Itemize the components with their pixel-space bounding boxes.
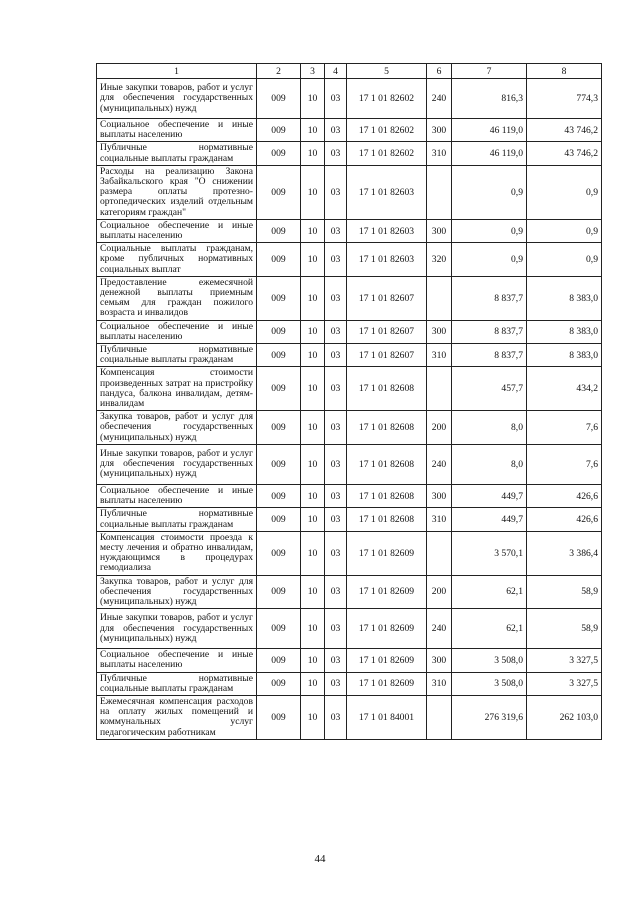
ministry-code-cell: 009 [257, 79, 301, 119]
table-row [97, 484, 602, 507]
amount-cell-2: 262 103,0 [527, 695, 602, 739]
section-cell: 10 [301, 219, 325, 242]
section-cell: 10 [301, 484, 325, 507]
subsection-cell: 03 [325, 79, 347, 119]
subsection-cell: 03 [325, 672, 347, 695]
header-cell: 5 [347, 64, 427, 79]
description-cell: Публичные нормативные социальные выплаты гражданам [97, 344, 257, 367]
budget-table [96, 63, 602, 740]
amount-cell-2: 0,9 [527, 219, 602, 242]
table-row [97, 79, 602, 119]
description-cell: Публичные нормативные социальные выплаты гражданам [97, 672, 257, 695]
subsection-cell: 03 [325, 165, 347, 219]
target-article-cell: 17 1 01 82609 [347, 575, 427, 609]
subsection-cell: 03 [325, 142, 347, 165]
subsection-cell: 03 [325, 508, 347, 531]
table-row [97, 411, 602, 445]
ministry-code-cell: 009 [257, 219, 301, 242]
subsection-cell: 03 [325, 276, 347, 320]
amount-cell-2: 43 746,2 [527, 142, 602, 165]
table-row [97, 508, 602, 531]
description-cell: Расходы на реализацию Закона Забайкальского края "О снижении размера оплаты протезно-ортопедических изделий отдельным категориям граждан" [97, 165, 257, 219]
subsection-cell: 03 [325, 531, 347, 575]
header-cell: 2 [257, 64, 301, 79]
amount-cell-2: 3 386,4 [527, 531, 602, 575]
subsection-cell: 03 [325, 411, 347, 445]
ministry-code-cell: 009 [257, 695, 301, 739]
expense-type-cell [427, 531, 452, 575]
description-cell: Социальное обеспечение и иные выплаты населению [97, 119, 257, 142]
description-cell: Социальное обеспечение и иные выплаты населению [97, 320, 257, 343]
ministry-code-cell: 009 [257, 119, 301, 142]
target-article-cell: 17 1 01 82608 [347, 444, 427, 484]
header-cell: 4 [325, 64, 347, 79]
section-cell: 10 [301, 609, 325, 649]
amount-cell-1: 3 570,1 [452, 531, 527, 575]
table-row [97, 672, 602, 695]
ministry-code-cell: 009 [257, 484, 301, 507]
target-article-cell: 17 1 01 82608 [347, 508, 427, 531]
ministry-code-cell: 009 [257, 276, 301, 320]
amount-cell-1: 8,0 [452, 444, 527, 484]
amount-cell-1: 0,9 [452, 219, 527, 242]
subsection-cell: 03 [325, 484, 347, 507]
table-row [97, 531, 602, 575]
description-cell: Компенсация стоимости проезда к месту лечения и обратно инвалидам, нуждающимся в процедурах гемодиализа [97, 531, 257, 575]
section-cell: 10 [301, 531, 325, 575]
section-cell: 10 [301, 649, 325, 672]
section-cell: 10 [301, 444, 325, 484]
target-article-cell: 17 1 01 82609 [347, 672, 427, 695]
description-cell: Закупка товаров, работ и услуг для обеспечения государственных (муниципальных) нужд [97, 575, 257, 609]
amount-cell-2: 426,6 [527, 508, 602, 531]
target-article-cell: 17 1 01 82608 [347, 367, 427, 411]
expense-type-cell [427, 367, 452, 411]
header-cell: 6 [427, 64, 452, 79]
ministry-code-cell: 009 [257, 411, 301, 445]
amount-cell-2: 0,9 [527, 165, 602, 219]
table-row [97, 575, 602, 609]
expense-type-cell: 300 [427, 484, 452, 507]
ministry-code-cell: 009 [257, 649, 301, 672]
header-cell: 7 [452, 64, 527, 79]
target-article-cell: 17 1 01 82607 [347, 344, 427, 367]
amount-cell-2: 7,6 [527, 411, 602, 445]
ministry-code-cell: 009 [257, 320, 301, 343]
description-cell: Компенсация стоимости произведенных затрат на пристройку пандуса, балкона инвалидам, детям-инвалидам [97, 367, 257, 411]
section-cell: 10 [301, 320, 325, 343]
expense-type-cell: 240 [427, 609, 452, 649]
ministry-code-cell: 009 [257, 344, 301, 367]
expense-type-cell: 310 [427, 672, 452, 695]
expense-type-cell: 240 [427, 444, 452, 484]
expense-type-cell: 300 [427, 219, 452, 242]
amount-cell-2: 7,6 [527, 444, 602, 484]
expense-type-cell: 310 [427, 508, 452, 531]
amount-cell-1: 449,7 [452, 508, 527, 531]
header-cell: 1 [97, 64, 257, 79]
amount-cell-1: 8 837,7 [452, 276, 527, 320]
expense-type-cell: 200 [427, 411, 452, 445]
amount-cell-1: 3 508,0 [452, 672, 527, 695]
target-article-cell: 17 1 01 82602 [347, 119, 427, 142]
amount-cell-1: 0,9 [452, 165, 527, 219]
subsection-cell: 03 [325, 320, 347, 343]
section-cell: 10 [301, 367, 325, 411]
amount-cell-2: 0,9 [527, 243, 602, 277]
amount-cell-1: 3 508,0 [452, 649, 527, 672]
amount-cell-1: 816,3 [452, 79, 527, 119]
page-number: 44 [314, 853, 326, 865]
subsection-cell: 03 [325, 243, 347, 277]
table-row [97, 609, 602, 649]
description-cell: Публичные нормативные социальные выплаты гражданам [97, 142, 257, 165]
section-cell: 10 [301, 344, 325, 367]
description-cell: Социальное обеспечение и иные выплаты населению [97, 219, 257, 242]
amount-cell-1: 457,7 [452, 367, 527, 411]
target-article-cell: 17 1 01 82608 [347, 484, 427, 507]
subsection-cell: 03 [325, 219, 347, 242]
table-row [97, 444, 602, 484]
table-row [97, 243, 602, 277]
table-row [97, 344, 602, 367]
target-article-cell: 17 1 01 82609 [347, 649, 427, 672]
ministry-code-cell: 009 [257, 508, 301, 531]
amount-cell-2: 8 383,0 [527, 320, 602, 343]
table-row [97, 320, 602, 343]
target-article-cell: 17 1 01 82603 [347, 219, 427, 242]
subsection-cell: 03 [325, 649, 347, 672]
table-row [97, 165, 602, 219]
subsection-cell: 03 [325, 695, 347, 739]
ministry-code-cell: 009 [257, 672, 301, 695]
target-article-cell: 17 1 01 82607 [347, 276, 427, 320]
description-cell: Иные закупки товаров, работ и услуг для обеспечения государственных (муниципальных) нужд [97, 609, 257, 649]
subsection-cell: 03 [325, 367, 347, 411]
amount-cell-1: 0,9 [452, 243, 527, 277]
ministry-code-cell: 009 [257, 609, 301, 649]
amount-cell-1: 46 119,0 [452, 119, 527, 142]
amount-cell-1: 449,7 [452, 484, 527, 507]
description-cell: Социальное обеспечение и иные выплаты населению [97, 649, 257, 672]
target-article-cell: 17 1 01 82609 [347, 609, 427, 649]
ministry-code-cell: 009 [257, 142, 301, 165]
expense-type-cell [427, 695, 452, 739]
ministry-code-cell: 009 [257, 444, 301, 484]
table-row [97, 276, 602, 320]
ministry-code-cell: 009 [257, 531, 301, 575]
amount-cell-2: 426,6 [527, 484, 602, 507]
section-cell: 10 [301, 508, 325, 531]
expense-type-cell: 300 [427, 320, 452, 343]
header-cell: 8 [527, 64, 602, 79]
table-row [97, 219, 602, 242]
description-cell: Иные закупки товаров, работ и услуг для обеспечения государственных (муниципальных) нужд [97, 79, 257, 119]
expense-type-cell: 300 [427, 119, 452, 142]
table-row [97, 649, 602, 672]
subsection-cell: 03 [325, 575, 347, 609]
amount-cell-1: 46 119,0 [452, 142, 527, 165]
header-cell: 3 [301, 64, 325, 79]
amount-cell-1: 276 319,6 [452, 695, 527, 739]
expense-type-cell: 300 [427, 649, 452, 672]
target-article-cell: 17 1 01 82609 [347, 531, 427, 575]
section-cell: 10 [301, 695, 325, 739]
target-article-cell: 17 1 01 82602 [347, 79, 427, 119]
subsection-cell: 03 [325, 119, 347, 142]
description-cell: Иные закупки товаров, работ и услуг для обеспечения государственных (муниципальных) нужд [97, 444, 257, 484]
section-cell: 10 [301, 575, 325, 609]
table-row [97, 695, 602, 739]
subsection-cell: 03 [325, 444, 347, 484]
description-cell: Социальные выплаты гражданам, кроме публичных нормативных социальных выплат [97, 243, 257, 277]
table-row [97, 119, 602, 142]
description-cell: Ежемесячная компенсация расходов на оплату жилых помещений и коммунальных услуг педагогическим работникам [97, 695, 257, 739]
amount-cell-1: 62,1 [452, 609, 527, 649]
ministry-code-cell: 009 [257, 367, 301, 411]
target-article-cell: 17 1 01 82608 [347, 411, 427, 445]
section-cell: 10 [301, 79, 325, 119]
expense-type-cell: 310 [427, 142, 452, 165]
section-cell: 10 [301, 276, 325, 320]
expense-type-cell: 320 [427, 243, 452, 277]
section-cell: 10 [301, 672, 325, 695]
expense-type-cell: 240 [427, 79, 452, 119]
ministry-code-cell: 009 [257, 243, 301, 277]
description-cell: Публичные нормативные социальные выплаты гражданам [97, 508, 257, 531]
amount-cell-2: 774,3 [527, 79, 602, 119]
table-row [97, 367, 602, 411]
amount-cell-2: 3 327,5 [527, 672, 602, 695]
target-article-cell: 17 1 01 84001 [347, 695, 427, 739]
ministry-code-cell: 009 [257, 575, 301, 609]
target-article-cell: 17 1 01 82603 [347, 243, 427, 277]
amount-cell-2: 58,9 [527, 609, 602, 649]
target-article-cell: 17 1 01 82607 [347, 320, 427, 343]
amount-cell-2: 58,9 [527, 575, 602, 609]
amount-cell-2: 434,2 [527, 367, 602, 411]
amount-cell-2: 8 383,0 [527, 344, 602, 367]
subsection-cell: 03 [325, 344, 347, 367]
expense-type-cell [427, 276, 452, 320]
amount-cell-1: 8 837,7 [452, 344, 527, 367]
table-row [97, 142, 602, 165]
target-article-cell: 17 1 01 82602 [347, 142, 427, 165]
section-cell: 10 [301, 243, 325, 277]
amount-cell-1: 62,1 [452, 575, 527, 609]
target-article-cell: 17 1 01 82603 [347, 165, 427, 219]
expense-type-cell: 200 [427, 575, 452, 609]
description-cell: Социальное обеспечение и иные выплаты населению [97, 484, 257, 507]
amount-cell-2: 3 327,5 [527, 649, 602, 672]
expense-type-cell: 310 [427, 344, 452, 367]
description-cell: Предоставление ежемесячной денежной выплаты приемным семьям для граждан пожилого возраста и инвалидов [97, 276, 257, 320]
header-row [97, 64, 602, 79]
ministry-code-cell: 009 [257, 165, 301, 219]
amount-cell-1: 8 837,7 [452, 320, 527, 343]
expense-type-cell [427, 165, 452, 219]
section-cell: 10 [301, 165, 325, 219]
amount-cell-1: 8,0 [452, 411, 527, 445]
description-cell: Закупка товаров, работ и услуг для обеспечения государственных (муниципальных) нужд [97, 411, 257, 445]
section-cell: 10 [301, 119, 325, 142]
section-cell: 10 [301, 411, 325, 445]
amount-cell-2: 43 746,2 [527, 119, 602, 142]
amount-cell-2: 8 383,0 [527, 276, 602, 320]
subsection-cell: 03 [325, 609, 347, 649]
section-cell: 10 [301, 142, 325, 165]
